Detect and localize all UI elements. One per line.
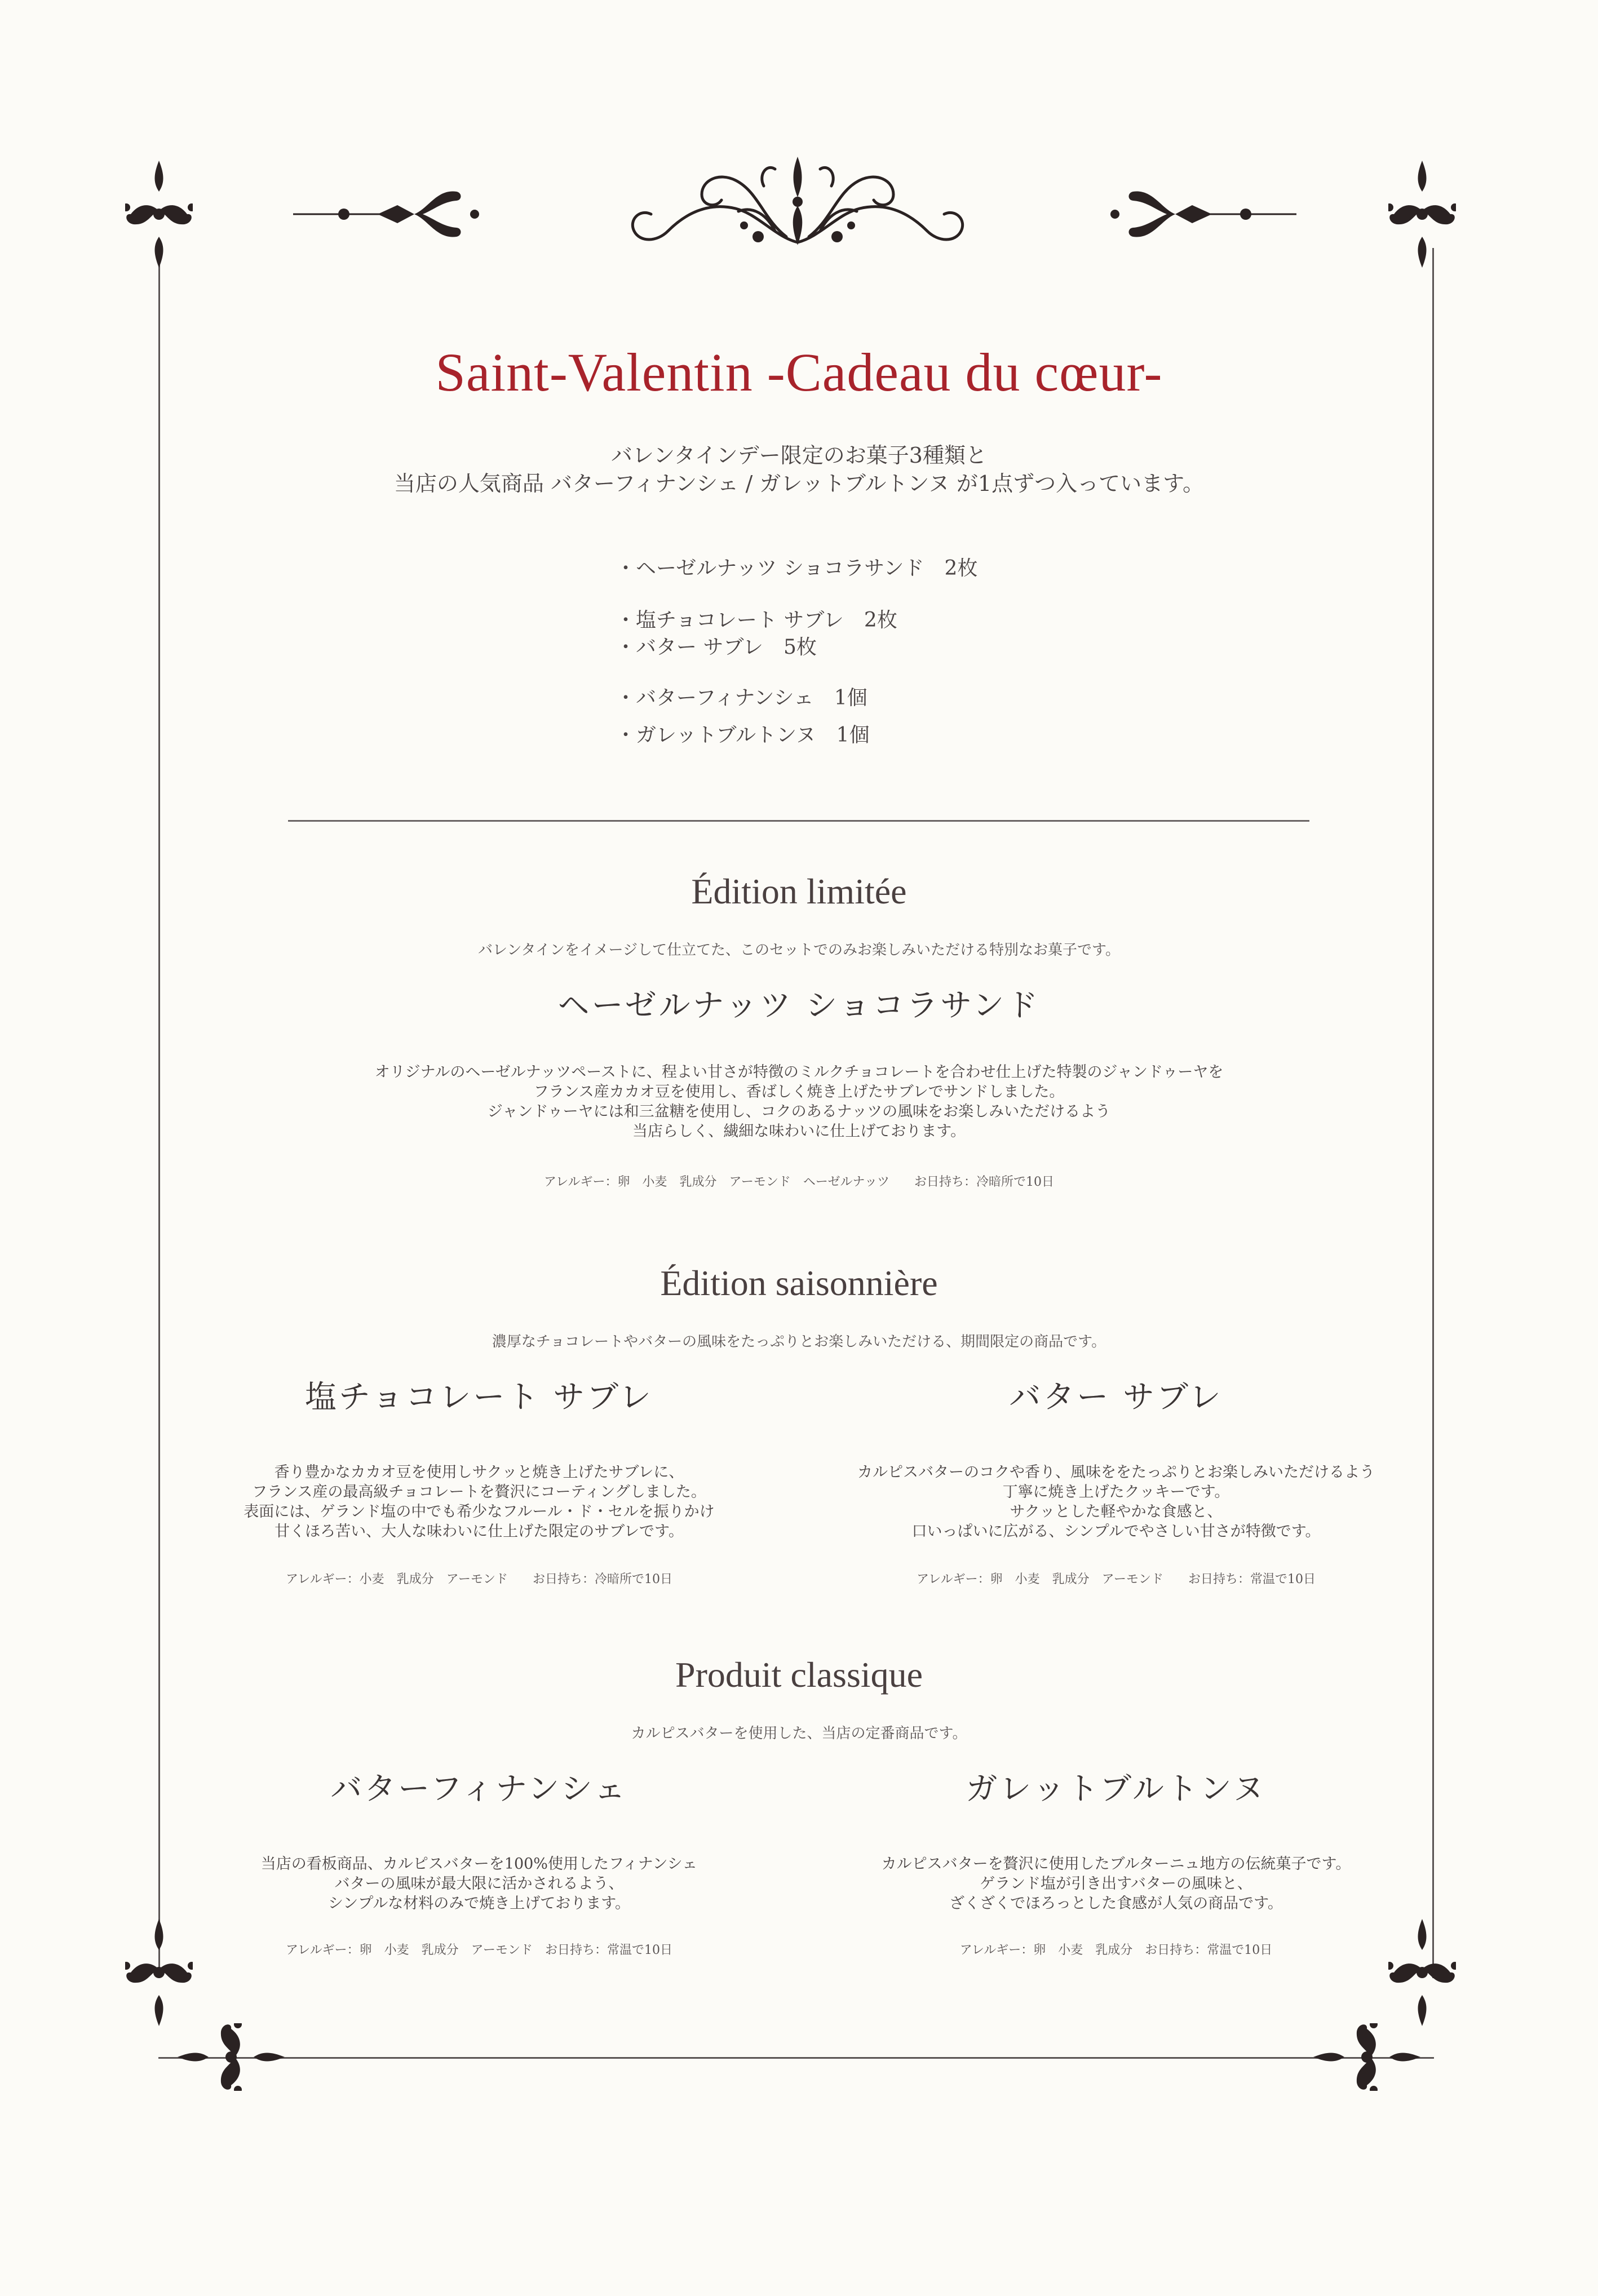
desc-line: バターの風味が最大限に活かされるよう、 [334,1875,624,1892]
product-name-shio-choco: 塩チョコレート サブレ [305,1379,653,1416]
product-card-galette [806,1764,1426,1958]
desc-line: 香り豊かなカカオ豆を使用しサクッと焼き上げたサブレに、 [274,1464,684,1481]
desc-line: 表面には、ゲランド塩の中でも希少なフルール・ド・セルを振りかけ [244,1503,715,1521]
product-card-butter-sable [806,1372,1426,1587]
product-desc-butter-sable [806,1462,1426,1541]
section-divider [288,820,1309,822]
desc-line: サクッとした軽やかな食感と、 [1010,1503,1223,1521]
list-item: ・バター サブレ 5枚 [616,636,817,659]
desc-line: カルピスバターを贅沢に使用したブルターニュ地方の伝統菓子です。 [881,1855,1351,1873]
desc-line: 甘くほろ苦い、大人な味わいに仕上げた限定のサブレです。 [275,1523,684,1540]
product-allergy-galette: アレルギー：卵 小麦 乳成分 お日持ち：常温で10日 [959,1943,1273,1957]
product-desc-galette [806,1854,1426,1913]
desc-line: フランス産の最高級チョコレートを贅沢にコーティングしました。 [252,1483,706,1501]
desc-line: オリジナルのヘーゼルナッツペーストに、程よい甘さが特徴のミルクチョコレートを合わせ仕上げた特製のジャンドゥーヤを [374,1063,1224,1081]
product-desc-hazelnut [0,1062,1598,1141]
section-subtitle-classique: カルピスバターを使用した、当店の定番商品です。 [631,1725,967,1742]
page-title: Saint-Valentin -Cadeau du cœur- [435,342,1163,402]
desc-line: シンプルな材料のみで焼き上げております。 [327,1895,631,1912]
fleur-ornament-icon [1311,2023,1423,2091]
fleur-ornament-icon [1388,158,1456,271]
desc-line: ざくざくでほろっとした食感が人気の商品です。 [949,1895,1283,1912]
product-name-galette: ガレットブルトンヌ [966,1771,1267,1807]
arrow-flourish-icon [293,189,519,240]
fleur-ornament-icon [125,158,193,271]
desc-line: ジャンドゥーヤには和三盆糖を使用し、コクのあるナッツの風味をお楽しみいただけるよう [487,1103,1111,1120]
desc-line: 当店らしく、繊細な味わいに仕上げております。 [632,1123,966,1140]
section-title-limitee: Édition limitée [691,871,907,911]
intro-line-2: 当店の人気商品 バターフィナンシェ / ガレットブルトンヌ が1点ずつ入っています。 [393,471,1205,496]
list-item: ・ヘーゼルナッツ ショコラサンド 2枚 [616,557,978,580]
list-item: ・バターフィナンシェ 1個 [616,686,867,710]
product-allergy-shio-choco: アレルギー：小麦 乳成分 アーモンド お日持ち：冷暗所で10日 [286,1572,672,1586]
desc-line: 当店の看板商品、カルピスバターを100%使用したフィナンシェ [260,1855,698,1873]
product-name-butter-sable: バター サブレ [1009,1379,1223,1416]
list-item: ・ガレットブルトンヌ 1個 [616,724,870,747]
desc-line: 丁寧に焼き上げたクッキーです。 [1002,1483,1230,1501]
list-item: ・塩チョコレート サブレ 2枚 [616,609,897,632]
desc-line: カルピスバターのコクや香り、風味ををたっぷりとお楽しみいただけるよう [857,1464,1375,1481]
section-subtitle-saisonniere: 濃厚なチョコレートやバターの風味をたっぷりとお楽しみいただける、期間限定の商品です。 [492,1333,1106,1350]
product-name-hazelnut: ヘーゼルナッツ ショコラサンド [557,987,1041,1024]
product-desc-financier [169,1854,789,1913]
fleur-ornament-icon [175,2023,287,2091]
section-title-saisonniere: Édition saisonnière [660,1263,938,1303]
frame-bottom-line [158,2057,1434,2059]
product-desc-shio-choco [169,1462,789,1541]
scroll-flourish-icon [623,152,972,254]
desc-line: ゲランド塩が引き出すバターの風味と、 [980,1875,1252,1892]
product-card-shio-choco [169,1372,789,1587]
product-allergy-financier: アレルギー：卵 小麦 乳成分 アーモンド お日持ち：常温で10日 [286,1943,672,1957]
product-card-financier [169,1764,789,1958]
desc-line: 口いっぱいに広がる、シンプルでやさしい甘さが特徴です。 [911,1523,1321,1540]
intro-line-1: バレンタインデー限定のお菓子3種類と [611,443,987,468]
product-name-financier: バターフィナンシェ [330,1771,628,1807]
desc-line: フランス産カカオ豆を使用し、香ばしく焼き上げたサブレでサンドしました。 [533,1083,1065,1101]
section-subtitle-limitee: バレンタインをイメージして仕立てた、このセットでのみお楽しみいただける特別なお菓子です。 [478,942,1120,959]
section-title-classique: Produit classique [675,1655,923,1695]
arrow-flourish-icon [1071,189,1296,240]
contents-list [616,555,977,749]
product-allergy-hazelnut: アレルギー：卵 小麦 乳成分 アーモンド ヘーゼルナッツ お日持ち：冷暗所で10日 [543,1175,1055,1189]
product-allergy-butter-sable: アレルギー：卵 小麦 乳成分 アーモンド お日持ち：常温で10日 [917,1572,1316,1586]
